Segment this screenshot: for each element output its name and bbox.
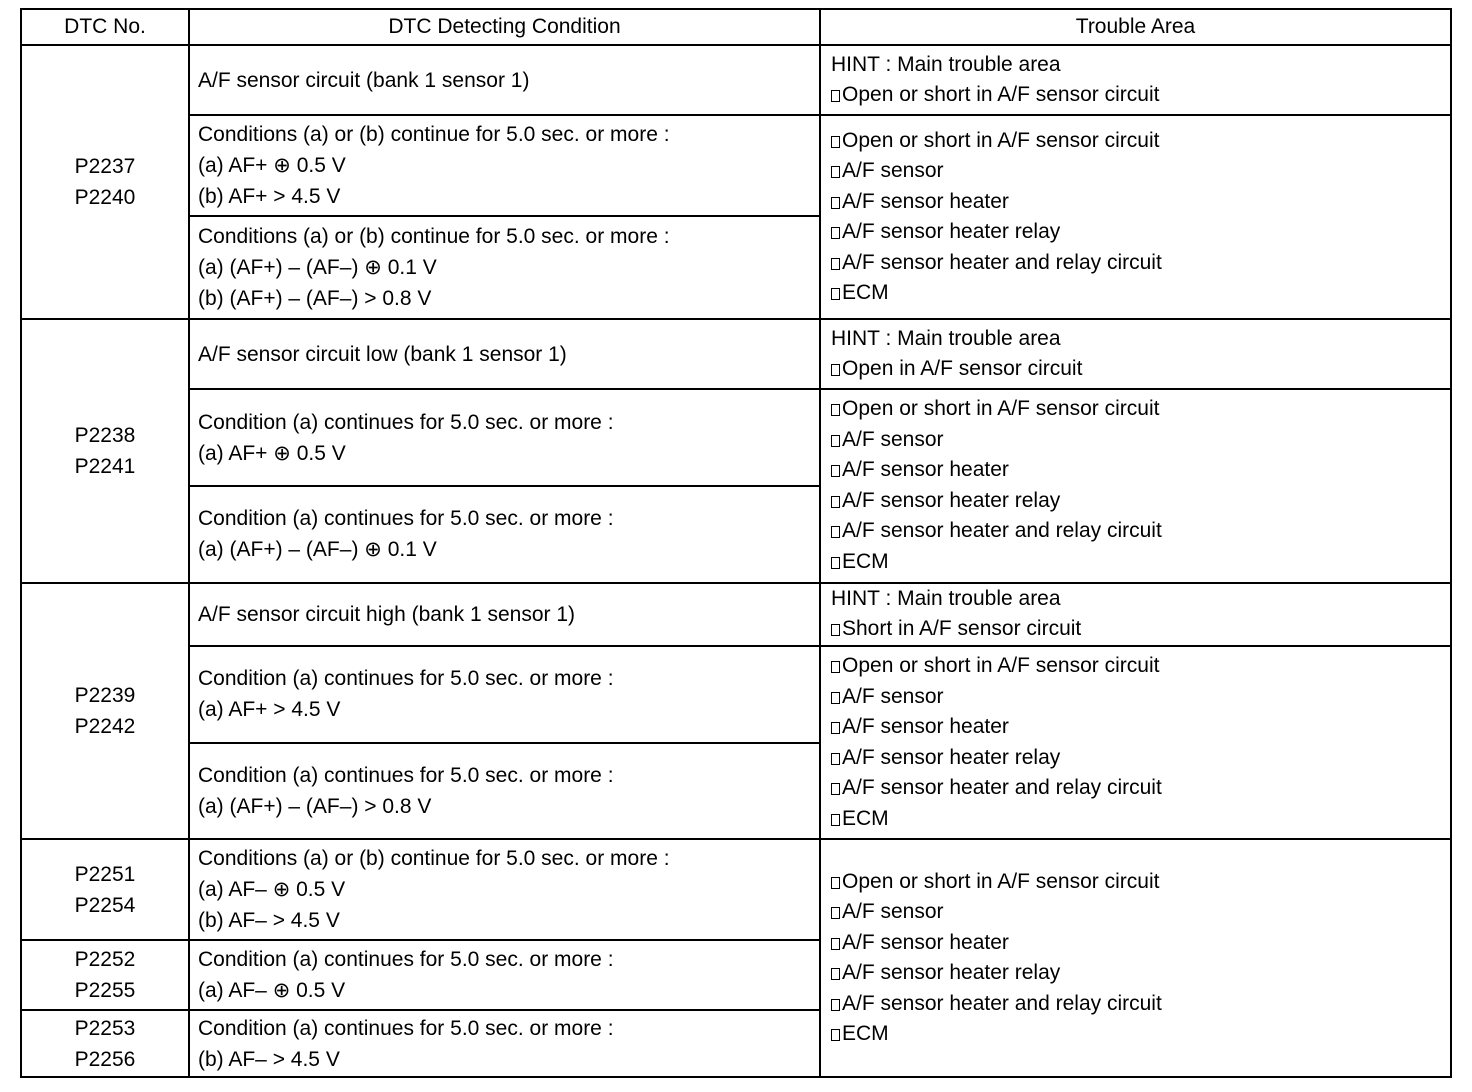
dtc-code	[22, 890, 188, 921]
checkbox-square-icon	[831, 1029, 840, 1041]
trouble-area-item-text: Open or short in A/F sensor circuit	[842, 128, 1160, 152]
condition-heading-text: Condition (a) continues for 5.0 sec. or more :	[198, 948, 614, 972]
dtc-code	[22, 944, 188, 975]
hint-condition-cell	[189, 583, 820, 646]
checkbox-square-icon	[831, 526, 840, 538]
trouble-area-item-text: Open or short in A/F sensor circuit	[842, 654, 1160, 678]
trouble-area-item-text: Open or short in A/F sensor circuit	[842, 397, 1160, 421]
dtc-code-cell	[21, 319, 189, 583]
condition-heading	[198, 843, 819, 874]
condition-heading	[198, 407, 819, 438]
trouble-area-item	[831, 248, 1450, 279]
condition-cell	[189, 115, 820, 216]
checkbox-square-icon	[831, 999, 840, 1011]
trouble-area-item	[831, 682, 1450, 713]
condition-heading-text: Condition (a) continues for 5.0 sec. or more :	[198, 763, 614, 787]
header-row	[21, 9, 1451, 45]
trouble-area-item-text: A/F sensor	[842, 684, 944, 708]
hint-label	[831, 324, 1450, 355]
checkbox-square-icon	[831, 496, 840, 508]
dtc-code-text: P2252	[74, 948, 136, 972]
trouble-area-item-text: A/F sensor heater and relay circuit	[842, 519, 1162, 543]
dtc-code	[22, 182, 188, 213]
dtc-code-text: P2254	[74, 893, 136, 917]
trouble-area-item-text: A/F sensor heater	[842, 715, 1009, 739]
condition-item	[198, 905, 819, 936]
condition-item-text: (b) AF+ > 4.5 V	[198, 185, 341, 209]
hint-condition	[198, 599, 819, 630]
checkbox-square-icon	[831, 938, 840, 950]
checkbox-square-icon	[831, 435, 840, 447]
dtc-code-text: P2251	[74, 862, 136, 886]
checkbox-square-icon	[831, 197, 840, 209]
dtc-code	[22, 1044, 188, 1075]
dtc-code-text: P2256	[74, 1047, 136, 1071]
table-row	[21, 45, 1451, 115]
trouble-area-item	[831, 897, 1450, 928]
trouble-area-item	[831, 486, 1450, 517]
trouble-area-cell	[820, 839, 1451, 1077]
trouble-area-item-text: A/F sensor heater and relay circuit	[842, 776, 1162, 800]
condition-item-text: (a) AF+ ⊕ 0.5 V	[198, 154, 346, 178]
condition-cell	[189, 486, 820, 583]
dtc-code	[22, 420, 188, 451]
condition-cell	[189, 839, 820, 940]
hint-condition-cell	[189, 319, 820, 389]
condition-cell	[189, 646, 820, 743]
condition-heading	[198, 119, 819, 150]
trouble-area-item-text: A/F sensor heater relay	[842, 220, 1061, 244]
condition-item	[198, 438, 819, 469]
condition-item-text: (a) (AF+) – (AF–) ⊕ 0.1 V	[198, 538, 437, 562]
checkbox-square-icon	[831, 783, 840, 795]
trouble-area-item-text: A/F sensor heater	[842, 458, 1009, 482]
trouble-area-item	[831, 425, 1450, 456]
dtc-code-cell	[21, 940, 189, 1010]
dtc-code-text: P2242	[74, 714, 136, 738]
condition-heading-text: Conditions (a) or (b) continue for 5.0 sec. or more :	[198, 847, 670, 871]
checkbox-square-icon	[831, 227, 840, 239]
hint-condition-text: A/F sensor circuit (bank 1 sensor 1)	[198, 68, 530, 92]
trouble-area-item-text: A/F sensor heater relay	[842, 745, 1061, 769]
trouble-area-item-text: ECM	[842, 549, 889, 573]
condition-heading	[198, 944, 819, 975]
dtc-code-text: P2241	[74, 454, 136, 478]
condition-item-text: (a) AF+ ⊕ 0.5 V	[198, 441, 346, 465]
header-dtc-no: DTC No.	[21, 9, 189, 45]
trouble-area-item-text: A/F sensor	[842, 427, 944, 451]
hint-label	[831, 50, 1450, 81]
trouble-area-item	[831, 743, 1450, 774]
trouble-area-item	[831, 156, 1450, 187]
condition-item-text: (a) AF– ⊕ 0.5 V	[198, 878, 346, 902]
checkbox-square-icon	[831, 907, 840, 919]
table-row	[21, 115, 1451, 216]
dtc-code	[22, 680, 188, 711]
condition-heading-text: Condition (a) continues for 5.0 sec. or more :	[198, 667, 614, 691]
condition-item	[198, 283, 819, 314]
dtc-code-cell	[21, 45, 189, 319]
checkbox-square-icon	[831, 136, 840, 148]
dtc-code	[22, 975, 188, 1006]
checkbox-square-icon	[831, 722, 840, 734]
dtc-code-text: P2253	[74, 1016, 136, 1040]
hint-condition-text: A/F sensor circuit low (bank 1 sensor 1)	[198, 342, 567, 366]
condition-heading	[198, 663, 819, 694]
condition-item-text: (b) AF– > 4.5 V	[198, 1047, 340, 1071]
header-detecting-condition: DTC Detecting Condition	[189, 9, 820, 45]
hint-condition	[198, 65, 819, 96]
trouble-area-item-text: A/F sensor	[842, 159, 944, 183]
checkbox-square-icon	[831, 364, 840, 376]
hint-label	[831, 584, 1450, 615]
hint-main-area-text: Open or short in A/F sensor circuit	[842, 83, 1160, 107]
condition-item-text: (a) (AF+) – (AF–) > 0.8 V	[198, 794, 432, 818]
hint-label-text: HINT : Main trouble area	[831, 586, 1061, 610]
condition-item	[198, 1044, 819, 1075]
dtc-code-text: P2238	[74, 423, 136, 447]
dtc-code	[22, 711, 188, 742]
trouble-area-item-text: ECM	[842, 806, 889, 830]
checkbox-square-icon	[831, 404, 840, 416]
condition-item-text: (b) AF– > 4.5 V	[198, 909, 340, 933]
trouble-area-item-text: A/F sensor heater	[842, 930, 1009, 954]
condition-heading	[198, 503, 819, 534]
condition-cell	[189, 940, 820, 1010]
hint-label-text: HINT : Main trouble area	[831, 326, 1061, 350]
trouble-area-item	[831, 958, 1450, 989]
checkbox-square-icon	[831, 465, 840, 477]
condition-item	[198, 252, 819, 283]
dtc-code	[22, 451, 188, 482]
condition-item	[198, 694, 819, 725]
condition-cell	[189, 1010, 820, 1077]
condition-cell	[189, 743, 820, 840]
condition-heading	[198, 1013, 819, 1044]
trouble-area-item	[831, 712, 1450, 743]
checkbox-square-icon	[831, 692, 840, 704]
hint-condition	[198, 339, 819, 370]
hint-area-cell	[820, 45, 1451, 115]
trouble-area-item-text: A/F sensor heater	[842, 189, 1009, 213]
condition-heading-text: Conditions (a) or (b) continue for 5.0 sec. or more :	[198, 123, 670, 147]
condition-item	[198, 791, 819, 822]
trouble-area-item	[831, 217, 1450, 248]
checkbox-square-icon	[831, 166, 840, 178]
trouble-area-item	[831, 989, 1450, 1020]
trouble-area-item	[831, 804, 1450, 835]
checkbox-square-icon	[831, 288, 840, 300]
hint-area-cell	[820, 319, 1451, 389]
trouble-area-item	[831, 278, 1450, 309]
condition-heading-text: Conditions (a) or (b) continue for 5.0 sec. or more :	[198, 224, 670, 248]
checkbox-square-icon	[831, 814, 840, 826]
table-row	[21, 839, 1451, 940]
condition-heading-text: Condition (a) continues for 5.0 sec. or more :	[198, 507, 614, 531]
condition-item-text: (a) AF– ⊕ 0.5 V	[198, 979, 346, 1003]
condition-item	[198, 975, 819, 1006]
hint-area-cell	[820, 583, 1451, 646]
hint-main-area	[831, 614, 1450, 645]
checkbox-square-icon	[831, 877, 840, 889]
dtc-code-text: P2239	[74, 683, 136, 707]
hint-condition-cell	[189, 45, 820, 115]
condition-cell	[189, 216, 820, 319]
checkbox-square-icon	[831, 661, 840, 673]
trouble-area-item	[831, 126, 1450, 157]
dtc-code-cell	[21, 839, 189, 940]
trouble-area-item	[831, 187, 1450, 218]
checkbox-square-icon	[831, 557, 840, 569]
condition-item-text: (b) (AF+) – (AF–) ˃ 0.8 V	[198, 286, 432, 310]
condition-item	[198, 534, 819, 565]
dtc-table	[20, 8, 1452, 1078]
hint-main-area	[831, 354, 1450, 385]
condition-cell	[189, 389, 820, 486]
trouble-area-item	[831, 547, 1450, 578]
trouble-area-item-text: A/F sensor heater relay	[842, 961, 1061, 985]
dtc-code-text: P2237	[74, 154, 136, 178]
condition-item-text: (a) AF+ > 4.5 V	[198, 698, 341, 722]
condition-heading-text: Condition (a) continues for 5.0 sec. or more :	[198, 410, 614, 434]
checkbox-square-icon	[831, 90, 840, 102]
table-row	[21, 583, 1451, 646]
checkbox-square-icon	[831, 258, 840, 270]
trouble-area-item	[831, 516, 1450, 547]
dtc-code-text: P2240	[74, 185, 136, 209]
condition-item	[198, 181, 819, 212]
hint-main-area-text: Short in A/F sensor circuit	[842, 617, 1082, 641]
trouble-area-item-text: A/F sensor heater and relay circuit	[842, 250, 1162, 274]
condition-item	[198, 874, 819, 905]
trouble-area-cell	[820, 115, 1451, 318]
table-row	[21, 646, 1451, 743]
trouble-area-item	[831, 928, 1450, 959]
trouble-area-item	[831, 455, 1450, 486]
trouble-area-item	[831, 651, 1450, 682]
condition-heading	[198, 221, 819, 252]
hint-main-area	[831, 80, 1450, 111]
trouble-area-item-text: Open or short in A/F sensor circuit	[842, 869, 1160, 893]
hint-condition-text: A/F sensor circuit high (bank 1 sensor 1)	[198, 602, 575, 626]
condition-item	[198, 150, 819, 181]
hint-label-text: HINT : Main trouble area	[831, 52, 1061, 76]
hint-main-area-text: Open in A/F sensor circuit	[842, 357, 1083, 381]
table-body	[21, 45, 1451, 1077]
checkbox-square-icon	[831, 624, 840, 636]
table-row	[21, 319, 1451, 389]
condition-heading-text: Condition (a) continues for 5.0 sec. or more :	[198, 1016, 614, 1040]
trouble-area-item	[831, 867, 1450, 898]
dtc-code	[22, 1013, 188, 1044]
trouble-area-item-text: A/F sensor heater and relay circuit	[842, 991, 1162, 1015]
dtc-code-cell	[21, 1010, 189, 1077]
condition-item-text: (a) (AF+) – (AF–) ⊕ 0.1 V	[198, 255, 437, 279]
trouble-area-item-text: A/F sensor heater relay	[842, 488, 1061, 512]
trouble-area-item-text: ECM	[842, 1022, 889, 1046]
trouble-area-item	[831, 773, 1450, 804]
checkbox-square-icon	[831, 753, 840, 765]
header-trouble-area: Trouble Area	[820, 9, 1451, 45]
dtc-code	[22, 859, 188, 890]
dtc-code	[22, 151, 188, 182]
trouble-area-item	[831, 1019, 1450, 1050]
dtc-code-text: P2255	[74, 979, 136, 1003]
trouble-area-item-text: A/F sensor	[842, 900, 944, 924]
condition-heading	[198, 760, 819, 791]
trouble-area-item	[831, 394, 1450, 425]
dtc-code-cell	[21, 583, 189, 840]
trouble-area-cell	[820, 389, 1451, 582]
trouble-area-cell	[820, 646, 1451, 839]
checkbox-square-icon	[831, 968, 840, 980]
table-row	[21, 389, 1451, 486]
trouble-area-item-text: ECM	[842, 281, 889, 305]
